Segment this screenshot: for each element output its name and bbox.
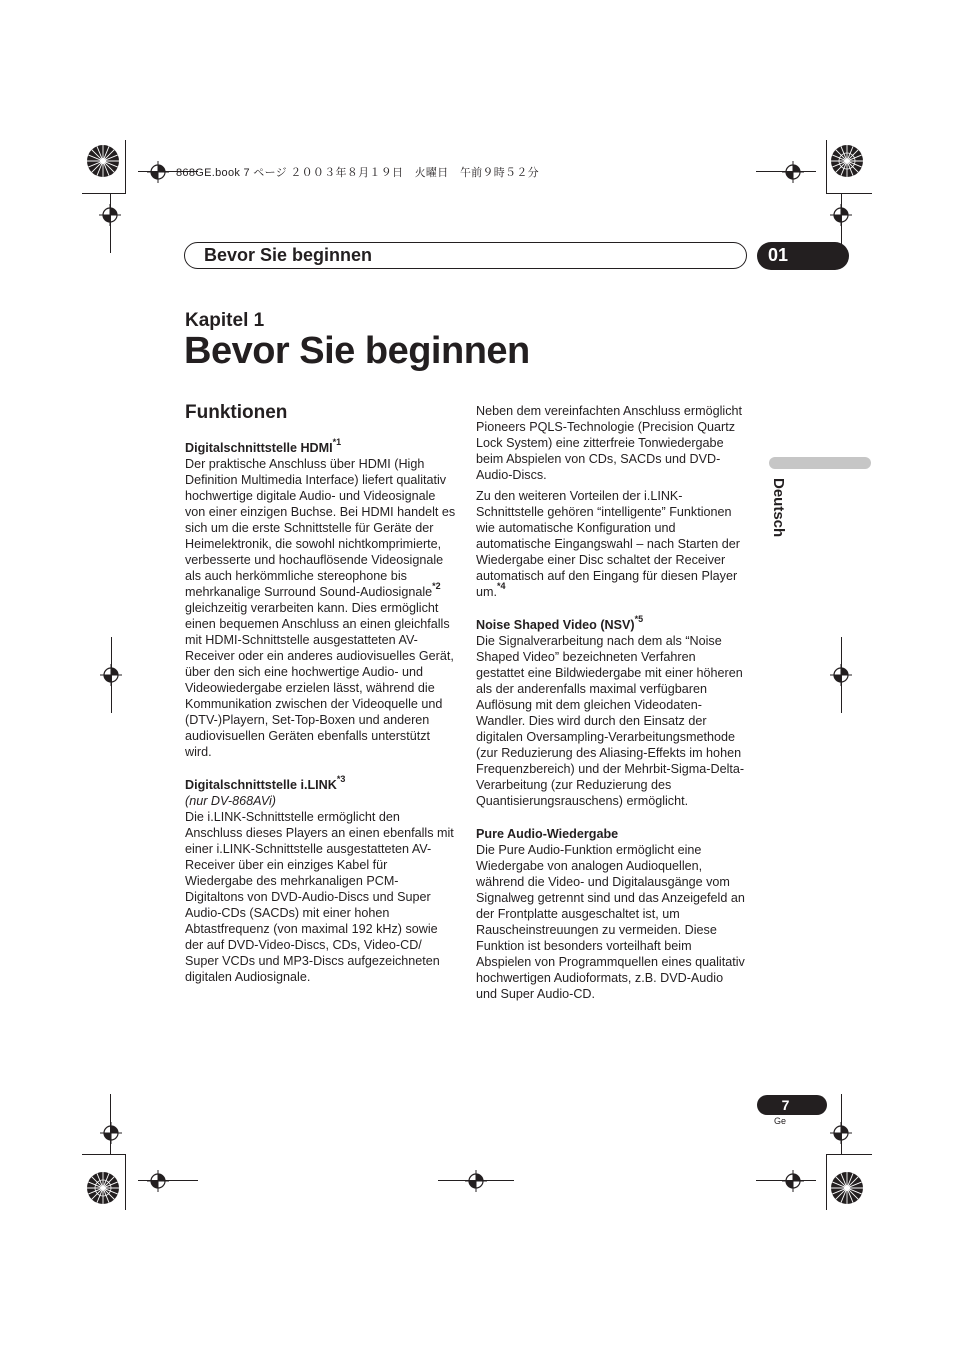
pure-audio-heading: Pure Audio-Wiedergabe <box>476 827 619 841</box>
page-language-code: Ge <box>774 1116 787 1126</box>
ilink-heading: Digitalschnittstelle i.LINK$^{*3}$ <box>185 773 346 792</box>
registration-mark-icon <box>147 1170 169 1192</box>
starburst-mark-icon <box>86 144 120 178</box>
registration-mark-icon <box>830 204 852 226</box>
file-stamp: 868GE.book 7 ページ ２００３年８月１９日 火曜日 午前９時５２分 <box>176 167 539 179</box>
model-note: (nur DV-868AVi) <box>185 794 276 808</box>
starburst-mark-icon <box>830 1171 864 1205</box>
right-column <box>476 403 746 1002</box>
registration-mark-icon <box>830 664 852 686</box>
registration-mark-icon <box>782 161 804 183</box>
nsv-paragraph: Die Signalverarbeitung nach dem als “Noise Shaped Video” bezeichneten Verfahren gestattet eine Bildwiedergabe mit einer höheren als der anderenfalls maximal verfügbaren Auflösung mit dem gleichen Videodaten-Wandler. Dies wird durch den Einsatz der digitalen Oversampling-Verarbeitungsmethode (zur Reduzierung des Aliasing-Effekts im hohen Frequenzbereich) und der Mehrbit-Sigma-Delta-Verarbeitung (zur Reduzierung des Quantisierungsrauschens) ermöglicht. <box>476 634 745 808</box>
footnote-ref: *5 <box>634 613 644 624</box>
hdmi-paragraph: Der praktische Anschluss über HDMI (High Definition Multimedia Interface) liefert qualitativ hochwertige digitale Audio- und Videosignale von einer einzigen Buchse. Bei HDMI handelt es sich um die erste Schnittstelle für Geräte der Heimelektronik, die sowohl nichtkomprimierte, verbesserte und hochauflösende Videosignale als auch herkömmliche stereophone bis mehrkanalige Surround Sound-Audiosignale$^{*2}$ gleichzeitig verarbeiten kann. Dies ermöglicht einen bequemen Anschluss an einen gleichfalls mit HDMI-Schnittstelle ausgestatteten AV-Receiver oder ein anderes audiovisuelles Gerät, über den sich eine hochwertige Audio- und Videowiedergabe erzielen lässt, während die Kommunikation zwischen der Videoquelle und (DTV-)Playern, Set-Top-Boxen und anderen audiovisuellen Geräten ebenfalls unterstützt wird. <box>185 457 456 759</box>
starburst-mark-icon <box>86 1171 120 1205</box>
footnote-ref: *2 <box>432 580 441 591</box>
pure-audio-paragraph: Die Pure Audio-Funktion ermöglicht eine Wiedergabe von analogen Audioquellen, während die Video- und Digitalausgänge vom Signalweg getrennt sind und das Anzeigefeld an der Frontplatte ausgeschaltet ist, um Rauscheinstreuungen zu vermeiden. Diese Funktion ist besonders vorteilhaft beim Abspielen von Programmquellen eines qualitativ hochwertigen Audioformats, z.B. DVD-Audio und Super Audio-CD. <box>476 843 745 1001</box>
hdmi-heading: Digitalschnittstelle HDMI$^{*1}$ <box>185 436 342 455</box>
nsv-heading: Noise Shaped Video (NSV)$^{*5}$ <box>476 613 644 632</box>
language-label: Deutsch <box>770 478 787 538</box>
registration-mark-icon <box>99 204 121 226</box>
registration-mark-icon <box>830 1122 852 1144</box>
advantages-paragraph: Zu den weiteren Vorteilen der i.LINK-Schnittstelle gehören “intelligente” Funktionen wie automatische Konfiguration und automatische Eingangswahl – nach Starten der Wiedergabe einer Disc schaltet der Receiver automatisch auf den Eingang für diesen Player um.$^{*4}$ <box>476 489 740 599</box>
page-number: 7 <box>781 1097 790 1113</box>
ilink-paragraph: Die i.LINK-Schnittstelle ermöglicht den Anschluss dieses Players an einen ebenfalls mit einer i.LINK-Schnittstelle ausgestatteten AV-Receiver über ein einziges Kabel für Wiedergabe des mehrkanaligen PCM-Digitaltons von DVD-Audio-Discs und Super Audio-CDs (SACDs) mit einer hohen Abtastfrequenz (von maximal 192 kHz) sowie der auf DVD-Video-Discs, CDs, Video-CD/ Super VCDs und MP3-Discs aufgezeichneten digitalen Audiosignale. <box>185 810 454 984</box>
registration-mark-icon <box>147 161 169 183</box>
registration-mark-icon <box>782 1170 804 1192</box>
section-title: Funktionen <box>185 402 288 423</box>
language-tab <box>769 457 871 469</box>
footnote-ref: *1 <box>332 436 342 447</box>
starburst-mark-icon <box>830 144 864 178</box>
chapter-title: Bevor Sie beginnen <box>184 330 530 372</box>
footnote-ref: *4 <box>497 580 506 591</box>
chapter-label: Kapitel 1 <box>185 310 265 331</box>
running-header-title: Bevor Sie beginnen <box>204 245 373 265</box>
footnote-ref: *3 <box>336 773 346 784</box>
left-column <box>185 436 457 985</box>
pqls-paragraph: Neben dem vereinfachten Anschluss ermöglicht Pioneers PQLS-Technologie (Precision Quartz Lock System) eine zitterfreie Tonwiedergabe beim Abspielen von CDs, SACDs und DVD-Audio-Discs. <box>476 404 743 482</box>
registration-mark-icon <box>100 1122 122 1144</box>
registration-mark-icon <box>465 1170 487 1192</box>
registration-mark-icon <box>100 664 122 686</box>
chapter-number: 01 <box>768 245 789 265</box>
